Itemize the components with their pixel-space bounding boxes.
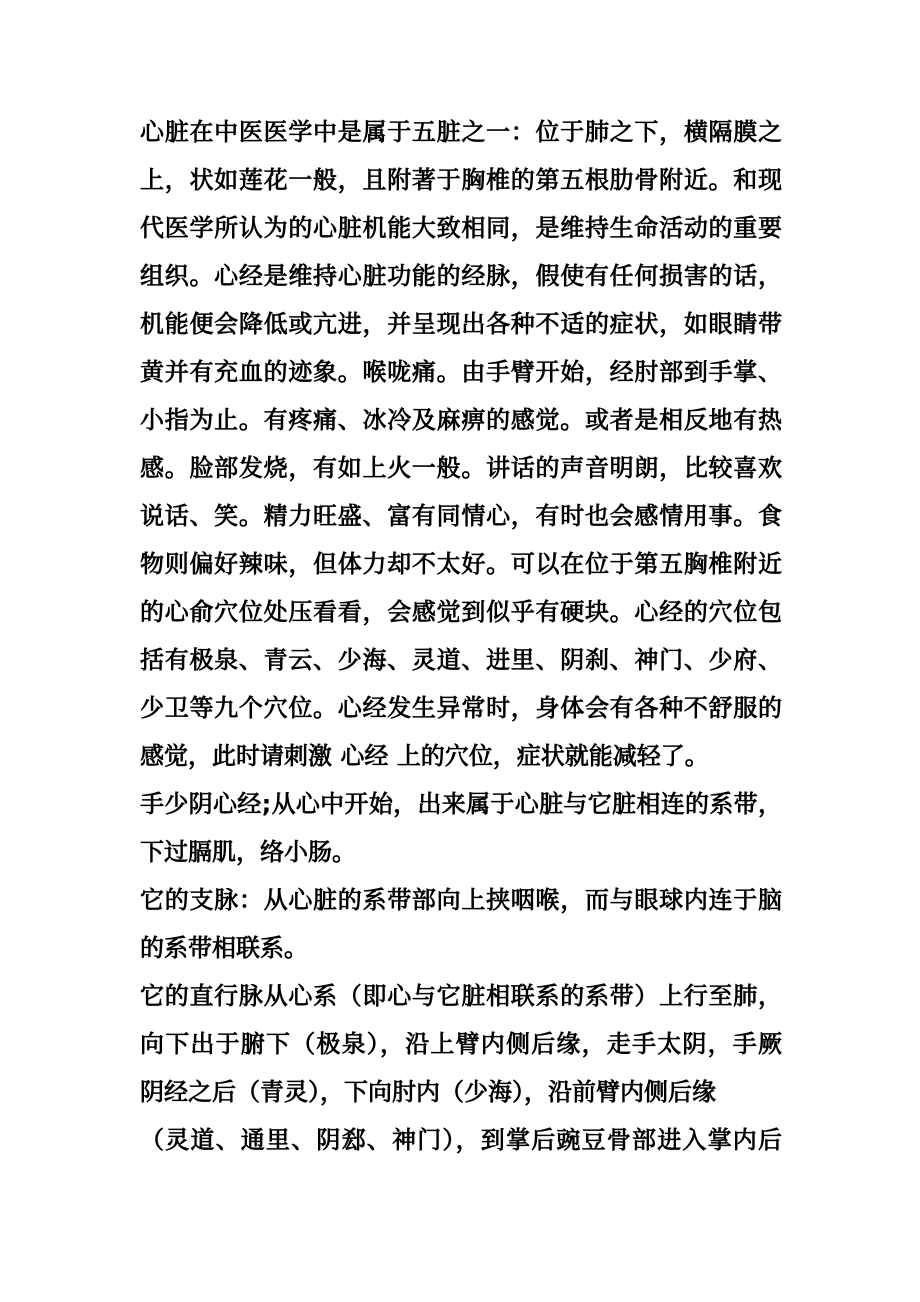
- text-line-16: 下过膈肌，络小肠。: [140, 838, 356, 866]
- text-line-14: 感觉，此时请刺激 心经 上的穴位，症状就能减轻了。: [140, 742, 709, 770]
- text-line-15: 手少阴心经;从心中开始，出来属于心脏与它脏相连的系带，: [140, 790, 782, 818]
- text-line-21: 阴经之后（青灵），下向肘内（少海），沿前臂内侧后缘: [140, 1078, 716, 1106]
- text-line-20: 向下出于腑下（极泉），沿上臂内侧后缘，走手太阴，手厥: [140, 1030, 782, 1058]
- document-page: [140, 108, 782, 1164]
- text-line-9: 说话、笑。精力旺盛、富有同情心，有时也会感情用事。食: [140, 502, 782, 530]
- text-line-5: 机能便会降低或亢进，并呈现出各种不适的症状，如眼睛带: [140, 310, 782, 338]
- text-line-3: 代医学所认为的心脏机能大致相同，是维持生命活动的重要: [140, 214, 782, 242]
- text-line-7: 小指为止。有疼痛、冰冷及麻痹的感觉。或者是相反地有热: [140, 406, 782, 434]
- text-line-12: 括有极泉、青云、少海、灵道、进里、阴刹、神门、少府、: [140, 646, 782, 674]
- text-line-11: 的心俞穴位处压看看，会感觉到似乎有硬块。心经的穴位包: [140, 598, 782, 626]
- text-line-13: 少卫等九个穴位。心经发生异常时，身体会有各种不舒服的: [140, 694, 782, 722]
- text-line-2: 上，状如莲花一般，且附著于胸椎的第五根肋骨附近。和现: [140, 166, 782, 194]
- text-line-1: 心脏在中医医学中是属于五脏之一：位于肺之下，横隔膜之: [140, 118, 782, 146]
- text-line-8: 感。脸部发烧，有如上火一般。讲话的声音明朗，比较喜欢: [140, 454, 782, 482]
- text-line-19: 它的直行脉从心系（即心与它脏相联系的系带）上行至肺，: [140, 982, 782, 1010]
- text-line-4: 组织。心经是维持心脏功能的经脉，假使有任何损害的话，: [140, 262, 782, 290]
- text-line-17: 它的支脉：从心脏的系带部向上挟咽喉，而与眼球内连于脑: [140, 886, 782, 914]
- text-line-10: 物则偏好辣味，但体力却不太好。可以在位于第五胸椎附近: [140, 550, 782, 578]
- text-line-22: （灵道、通里、阴郄、神门），到掌后豌豆骨部进入掌内后: [140, 1126, 782, 1154]
- text-line-6: 黄并有充血的迹象。喉咙痛。由手臂开始，经肘部到手掌、: [140, 358, 782, 386]
- text-line-18: 的系带相联系。: [140, 934, 308, 962]
